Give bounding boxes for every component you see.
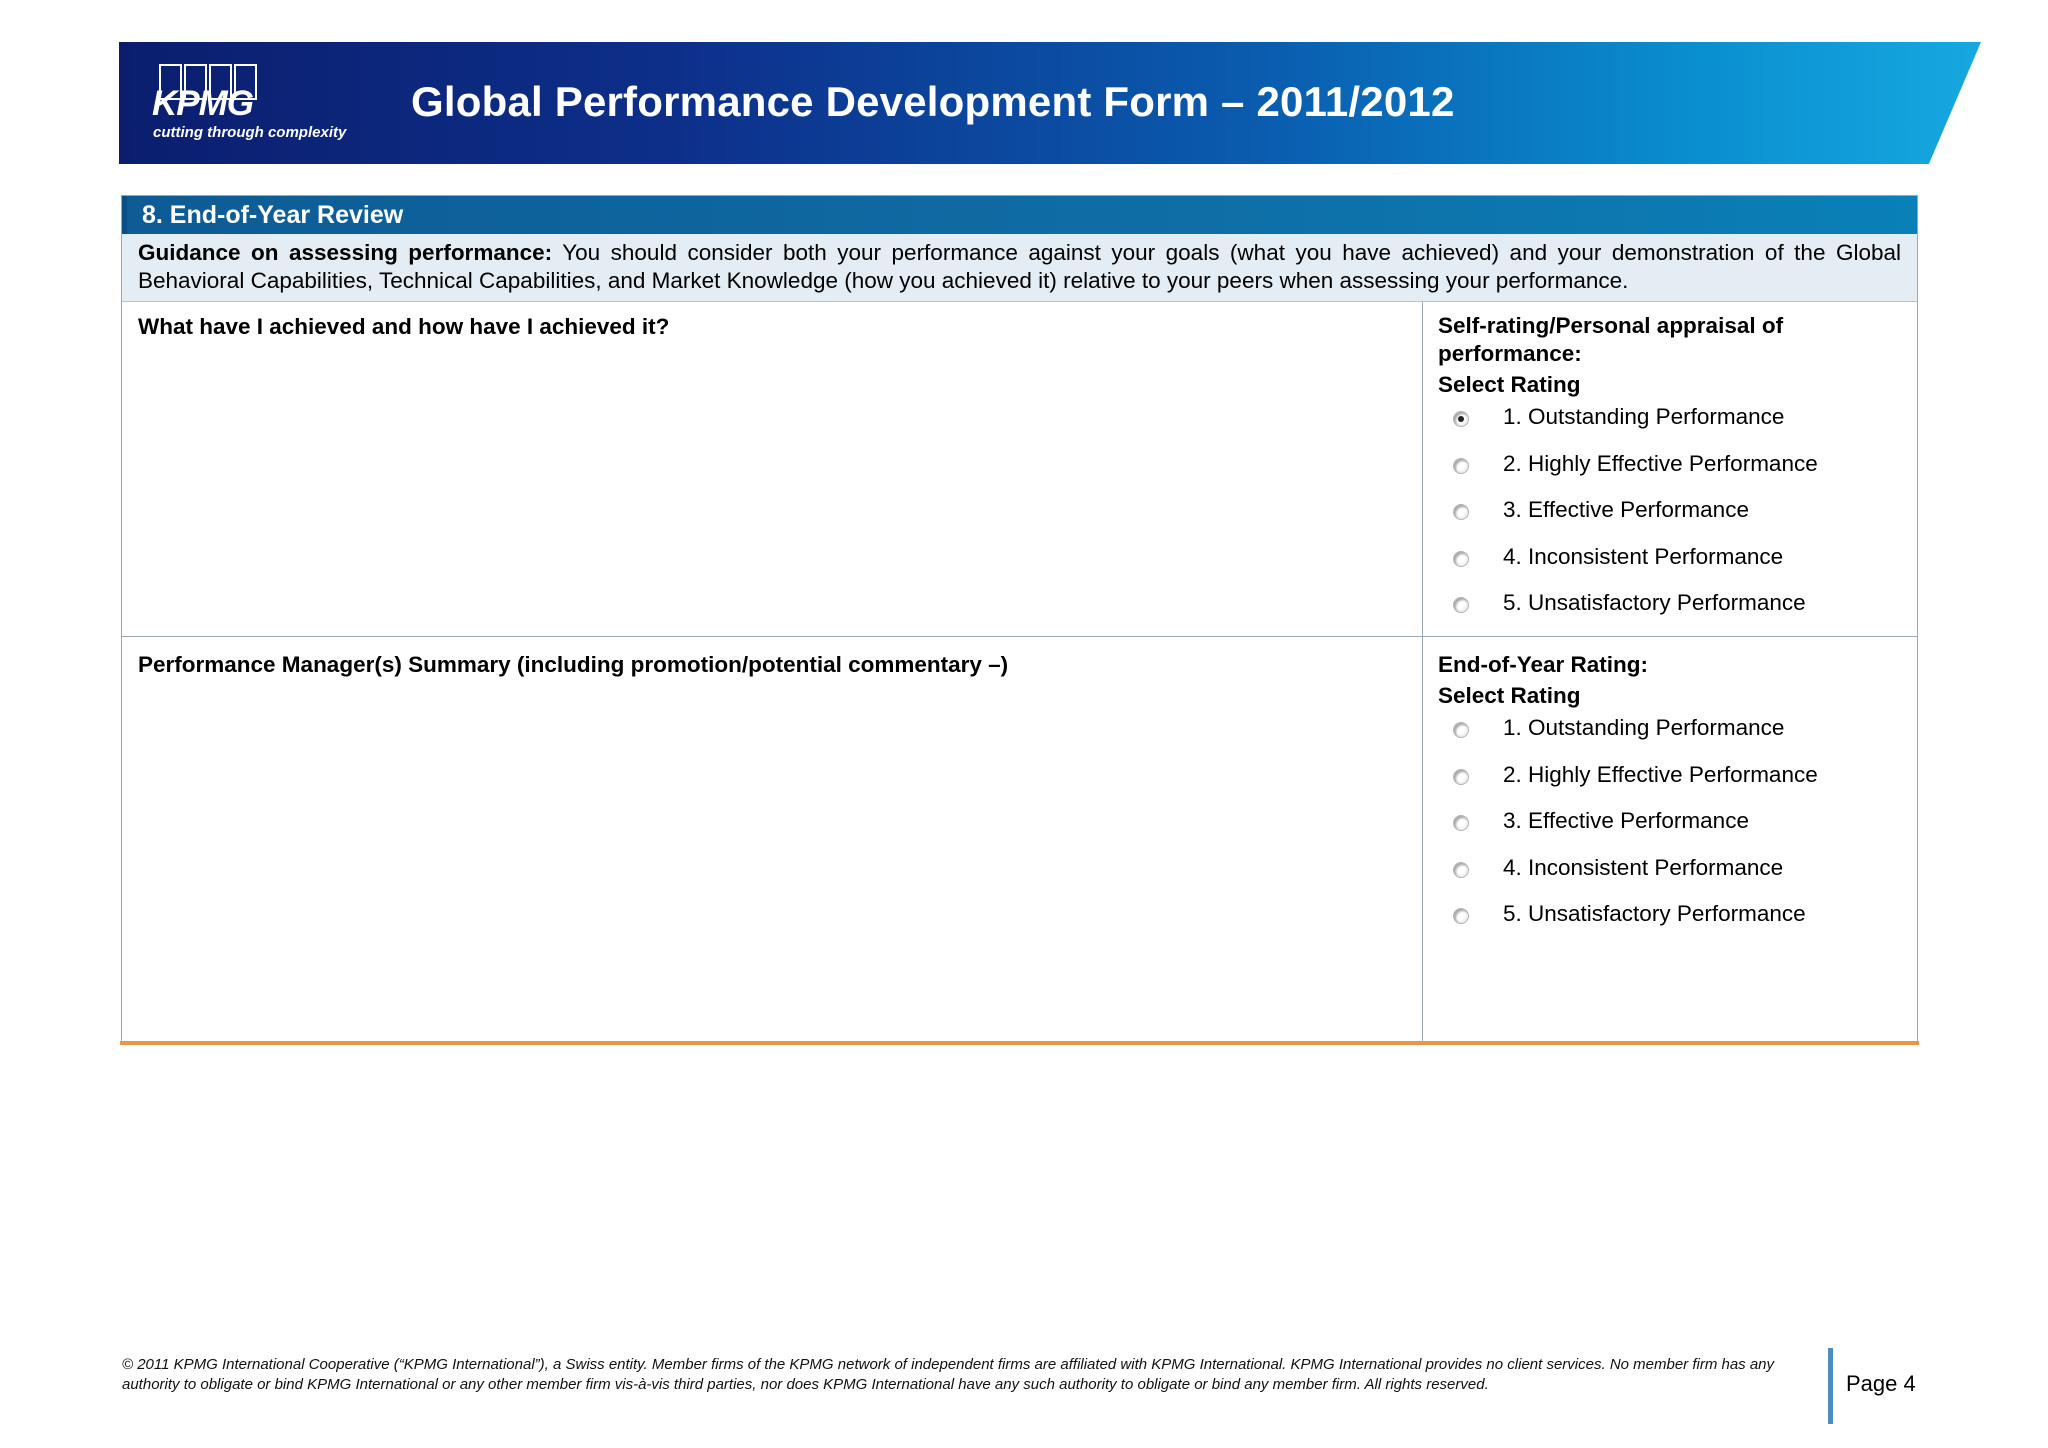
self-rating-heading: Self-rating/Personal appraisal of performance: — [1438, 313, 1784, 366]
end-of-year-rating-option-label: 2. Highly Effective Performance — [1503, 761, 1818, 787]
footer-accent-bar — [1828, 1348, 1833, 1424]
self-rating-option[interactable] — [1438, 451, 1908, 498]
end-of-year-rating-option-label: 4. Inconsistent Performance — [1503, 854, 1784, 880]
end-of-year-rating-option[interactable] — [1438, 808, 1908, 855]
radio-button-icon[interactable] — [1453, 458, 1469, 474]
logo-wordmark: KPMG — [152, 84, 253, 123]
self-review-question: What have I achieved and how have I achieved it? — [138, 314, 670, 339]
end-of-year-rating-option-label: 5. Unsatisfactory Performance — [1503, 901, 1806, 926]
column-divider — [1422, 302, 1423, 1042]
end-of-year-rating-heading: End-of-Year Rating: — [1438, 652, 1649, 677]
radio-button-icon[interactable] — [1453, 551, 1469, 567]
section-title: 8. End-of-Year Review — [142, 201, 404, 229]
self-rating-option[interactable] — [1438, 497, 1908, 544]
self-rating-option-label: 5. Unsatisfactory Performance — [1503, 590, 1806, 615]
logo-tagline: cutting through complexity — [153, 124, 347, 141]
guidance-text: You should consider both your performance against your goals (what you have achieved) and your demonstration of the Global Behavioral Capabilities, Technical Capabilities, and Market Knowledge (how you achieved it) relative to your peers when assessing your performance. — [138, 240, 1901, 293]
end-of-year-rating-panel — [1438, 651, 1908, 948]
end-of-year-rating-option-label: 3. Effective Performance — [1503, 808, 1749, 833]
self-rating-option-label: 4. Inconsistent Performance — [1503, 543, 1784, 569]
end-of-year-rating-option[interactable] — [1438, 715, 1908, 762]
radio-button-icon[interactable] — [1453, 722, 1469, 738]
radio-button-icon[interactable] — [1453, 908, 1469, 924]
end-of-year-rating-option[interactable] — [1438, 855, 1908, 902]
self-rating-options — [1438, 404, 1908, 637]
page-title: Global Performance Development Form – 2011/2012 — [411, 78, 1455, 125]
radio-button-icon[interactable] — [1453, 862, 1469, 878]
footer-legal-text: © 2011 KPMG International Cooperative (“KPMG International”), a Swiss entity. Member firms of the KPMG network of independent firms are affiliated with KPMG International. KPMG International provides no client services. No member firm has any authority to obligate or bind KPMG International or any other member firm vis-à-vis third parties, nor does KPMG International have any such authority to obligate or bind any member firm. All rights reserved. — [122, 1356, 1775, 1393]
page-number: Page 4 — [1846, 1371, 1916, 1396]
end-of-year-rating-option[interactable] — [1438, 901, 1908, 948]
guidance-label: Guidance on assessing performance: — [138, 240, 553, 265]
form-bottom-rule — [120, 1041, 1919, 1045]
manager-summary-question: Performance Manager(s) Summary (including promotion/potential commentary –) — [138, 652, 1009, 677]
self-rating-option[interactable] — [1438, 404, 1908, 451]
guidance-box — [122, 234, 1917, 302]
end-of-year-review-form — [121, 195, 1918, 1043]
end-of-year-rating-option[interactable] — [1438, 762, 1908, 809]
section-header — [122, 196, 1917, 234]
self-rating-panel — [1438, 312, 1908, 637]
radio-button-icon[interactable] — [1453, 769, 1469, 785]
self-rating-option[interactable] — [1438, 544, 1908, 591]
self-rating-option-label: 3. Effective Performance — [1503, 497, 1749, 522]
radio-button-icon[interactable] — [1453, 504, 1469, 520]
self-select-rating-label: Select Rating — [1438, 372, 1581, 397]
self-rating-option-label: 2. Highly Effective Performance — [1503, 450, 1818, 476]
end-of-year-rating-options — [1438, 715, 1908, 948]
kpmg-logo — [152, 64, 352, 154]
manager-summary-textarea[interactable] — [138, 682, 1408, 1032]
end-of-year-rating-option-label: 1. Outstanding Performance — [1503, 715, 1785, 740]
manager-select-rating-label: Select Rating — [1438, 683, 1581, 708]
self-review-textarea[interactable] — [138, 344, 1408, 624]
radio-button-icon[interactable] — [1453, 597, 1469, 613]
radio-button-icon[interactable] — [1453, 815, 1469, 831]
radio-button-icon[interactable] — [1453, 411, 1469, 427]
self-rating-option[interactable] — [1438, 590, 1908, 637]
self-rating-option-label: 1. Outstanding Performance — [1503, 404, 1785, 429]
